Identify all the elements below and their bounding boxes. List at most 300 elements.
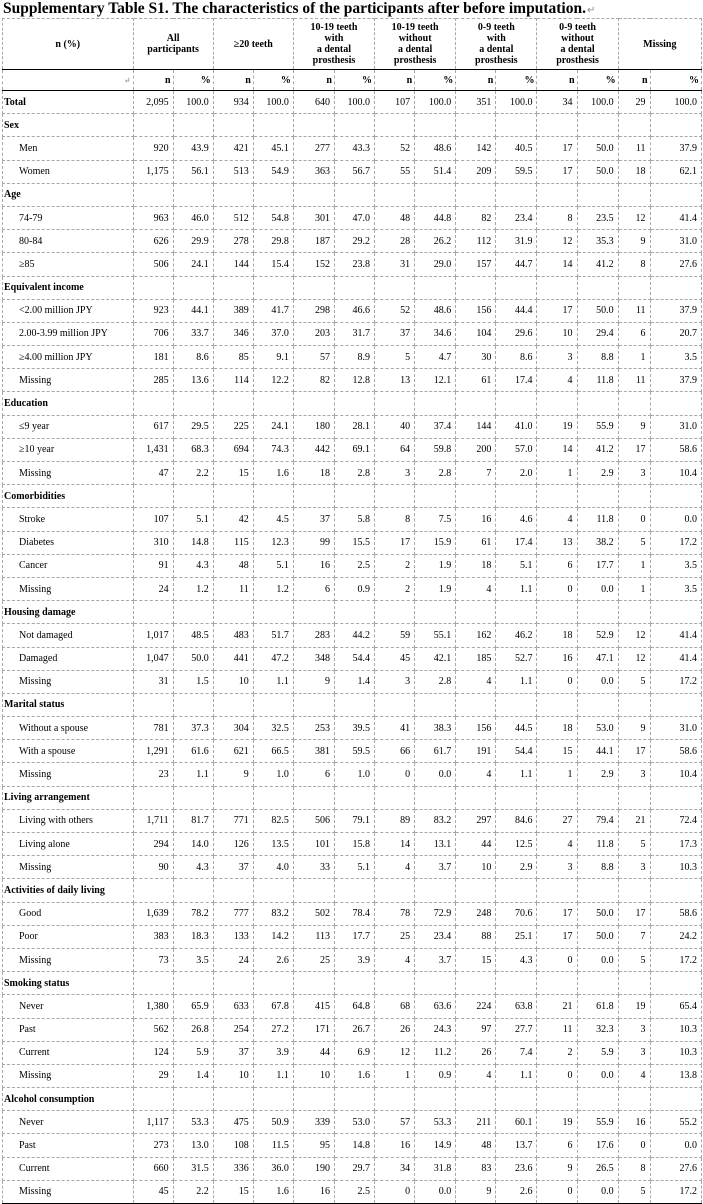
cell-n: 23 xyxy=(133,763,173,786)
cell-n: 16 xyxy=(537,647,577,670)
cell-percent: 28.1 xyxy=(334,415,374,438)
table-row xyxy=(3,230,702,253)
cell-n: 633 xyxy=(213,995,253,1018)
row-label: ≥10 year xyxy=(3,438,134,461)
cell-n: 16 xyxy=(456,508,496,531)
row-label: Housing damage xyxy=(3,601,134,624)
cell-n: 25 xyxy=(375,925,415,948)
cell-percent xyxy=(577,693,618,716)
cell-n: 389 xyxy=(213,299,253,322)
cell-n: 12 xyxy=(618,647,650,670)
cell-percent: 41.2 xyxy=(577,253,618,276)
category-row xyxy=(3,786,702,809)
cell-percent: 100.0 xyxy=(577,91,618,114)
cell-n: 224 xyxy=(456,995,496,1018)
cell-n xyxy=(293,879,334,902)
cell-percent: 47.1 xyxy=(577,647,618,670)
cell-percent: 44.8 xyxy=(415,206,456,229)
cell-percent xyxy=(334,879,374,902)
cell-n xyxy=(293,276,334,299)
cell-percent: 31.0 xyxy=(650,415,702,438)
cell-percent: 38.3 xyxy=(415,717,456,740)
cell-n: 5 xyxy=(618,948,650,971)
cell-n: 142 xyxy=(456,137,496,160)
cell-n: 61 xyxy=(456,369,496,392)
cell-n: 28 xyxy=(375,230,415,253)
cell-n xyxy=(213,114,253,137)
table-row xyxy=(3,531,702,554)
row-label: Past xyxy=(3,1134,134,1157)
table-row xyxy=(3,856,702,879)
table-row xyxy=(3,299,702,322)
row-label: Not damaged xyxy=(3,624,134,647)
row-label: Missing xyxy=(3,1064,134,1087)
cell-percent: 48.6 xyxy=(415,137,456,160)
cell-percent xyxy=(415,879,456,902)
cell-n xyxy=(213,786,253,809)
cell-percent: 13.7 xyxy=(496,1134,537,1157)
cell-percent: 100.0 xyxy=(173,91,213,114)
cell-percent: 82.5 xyxy=(253,809,293,832)
cell-n: 18 xyxy=(293,462,334,485)
header-percent: % xyxy=(415,70,456,91)
cell-n: 1,431 xyxy=(133,438,173,461)
cell-percent: 23.6 xyxy=(496,1157,537,1180)
cell-n: 0 xyxy=(375,1180,415,1203)
cell-percent: 29.7 xyxy=(334,1157,374,1180)
cell-percent: 68.3 xyxy=(173,438,213,461)
row-label: Current xyxy=(3,1041,134,1064)
cell-percent: 84.6 xyxy=(496,809,537,832)
header-group-4: 0-9 teeth with a dental prosthesis xyxy=(456,19,537,70)
table-row xyxy=(3,577,702,600)
cell-percent: 56.1 xyxy=(173,160,213,183)
cell-n xyxy=(293,1088,334,1111)
cell-percent: 59.5 xyxy=(496,160,537,183)
cell-percent: 53.3 xyxy=(173,1111,213,1134)
cell-percent: 52.9 xyxy=(577,624,618,647)
row-label: Damaged xyxy=(3,647,134,670)
cell-n: 8 xyxy=(375,508,415,531)
cell-percent: 10.3 xyxy=(650,1018,702,1041)
table-row xyxy=(3,1180,702,1203)
cell-n xyxy=(375,1088,415,1111)
cell-percent xyxy=(650,693,702,716)
cell-percent: 10.4 xyxy=(650,763,702,786)
cell-n: 16 xyxy=(618,1111,650,1134)
cell-n xyxy=(456,392,496,415)
cell-n: 47 xyxy=(133,462,173,485)
cell-n xyxy=(293,392,334,415)
cell-percent xyxy=(577,972,618,995)
cell-n: 13 xyxy=(375,369,415,392)
cell-percent xyxy=(650,392,702,415)
cell-n: 15 xyxy=(213,462,253,485)
cell-percent: 3.7 xyxy=(415,948,456,971)
row-label: Missing xyxy=(3,856,134,879)
cell-n: 1,117 xyxy=(133,1111,173,1134)
cell-percent: 47.2 xyxy=(253,647,293,670)
cell-n: 15 xyxy=(537,740,577,763)
cell-percent: 41.4 xyxy=(650,624,702,647)
cell-percent: 14.2 xyxy=(253,925,293,948)
cell-percent: 23.8 xyxy=(334,253,374,276)
cell-n xyxy=(537,276,577,299)
category-row xyxy=(3,114,702,137)
cell-percent: 53.0 xyxy=(577,717,618,740)
cell-n: 34 xyxy=(537,91,577,114)
cell-n xyxy=(456,879,496,902)
cell-n: 90 xyxy=(133,856,173,879)
cell-n: 7 xyxy=(618,925,650,948)
cell-percent: 24.3 xyxy=(415,1018,456,1041)
cell-percent: 58.6 xyxy=(650,902,702,925)
cell-n xyxy=(537,1088,577,1111)
cell-percent: 2.9 xyxy=(577,462,618,485)
cell-n: 254 xyxy=(213,1018,253,1041)
cell-percent xyxy=(577,879,618,902)
cell-percent xyxy=(650,114,702,137)
cell-n: 73 xyxy=(133,948,173,971)
cell-n: 9 xyxy=(618,230,650,253)
cell-n: 21 xyxy=(537,995,577,1018)
cell-percent: 54.4 xyxy=(496,740,537,763)
cell-n: 4 xyxy=(456,577,496,600)
cell-percent xyxy=(334,392,374,415)
cell-n xyxy=(293,114,334,137)
cell-n: 15 xyxy=(213,1180,253,1203)
cell-n: 133 xyxy=(213,925,253,948)
table-row xyxy=(3,740,702,763)
cell-n: 95 xyxy=(293,1134,334,1157)
header-n: n xyxy=(133,70,173,91)
cell-percent xyxy=(577,114,618,137)
cell-n: 57 xyxy=(293,346,334,369)
cell-n: 4 xyxy=(537,508,577,531)
cell-percent: 3.5 xyxy=(650,554,702,577)
cell-percent xyxy=(334,693,374,716)
cell-percent: 1.6 xyxy=(253,462,293,485)
cell-percent xyxy=(253,183,293,206)
cell-percent: 10.3 xyxy=(650,856,702,879)
row-label: Men xyxy=(3,137,134,160)
cell-percent xyxy=(173,601,213,624)
cell-n: 3 xyxy=(618,856,650,879)
cell-percent: 23.4 xyxy=(415,925,456,948)
cell-percent: 31.7 xyxy=(334,322,374,345)
table-row xyxy=(3,833,702,856)
cell-percent: 17.2 xyxy=(650,531,702,554)
cell-n xyxy=(618,114,650,137)
cell-n: 310 xyxy=(133,531,173,554)
table-row xyxy=(3,1111,702,1134)
row-label: Past xyxy=(3,1018,134,1041)
cell-percent: 17.7 xyxy=(334,925,374,948)
cell-n: 1 xyxy=(537,763,577,786)
cell-percent: 26.8 xyxy=(173,1018,213,1041)
cell-n xyxy=(213,183,253,206)
cell-percent: 61.8 xyxy=(577,995,618,1018)
cell-percent: 44.5 xyxy=(496,717,537,740)
cell-percent xyxy=(173,392,213,415)
cell-n: 1,047 xyxy=(133,647,173,670)
cell-n: 12 xyxy=(537,230,577,253)
header-n: n xyxy=(213,70,253,91)
cell-n xyxy=(456,786,496,809)
cell-percent: 29.5 xyxy=(173,415,213,438)
cell-n: 225 xyxy=(213,415,253,438)
cell-n xyxy=(375,879,415,902)
cell-percent: 0.9 xyxy=(334,577,374,600)
cell-n: 4 xyxy=(618,1064,650,1087)
cell-n: 621 xyxy=(213,740,253,763)
cell-n xyxy=(537,693,577,716)
cell-percent: 54.9 xyxy=(253,160,293,183)
cell-n: 37 xyxy=(293,508,334,531)
cell-n xyxy=(618,183,650,206)
cell-n: 6 xyxy=(537,554,577,577)
cell-n xyxy=(375,786,415,809)
cell-n: 1,639 xyxy=(133,902,173,925)
cell-n: 626 xyxy=(133,230,173,253)
cell-percent: 1.2 xyxy=(173,577,213,600)
cell-percent: 48.6 xyxy=(415,299,456,322)
header-group-6: Missing xyxy=(618,19,701,70)
header-percent: % xyxy=(496,70,537,91)
cell-percent: 51.4 xyxy=(415,160,456,183)
cell-n: 34 xyxy=(375,1157,415,1180)
cell-percent: 1.1 xyxy=(496,763,537,786)
cell-percent xyxy=(577,1088,618,1111)
cell-n: 185 xyxy=(456,647,496,670)
cell-n xyxy=(456,1088,496,1111)
cell-percent: 5.1 xyxy=(253,554,293,577)
cell-n: 273 xyxy=(133,1134,173,1157)
cell-percent: 63.8 xyxy=(496,995,537,1018)
cell-n: 9 xyxy=(456,1180,496,1203)
row-label: ≥4.00 million JPY xyxy=(3,346,134,369)
cell-n xyxy=(618,485,650,508)
cell-n: 694 xyxy=(213,438,253,461)
cell-percent xyxy=(496,485,537,508)
cell-n: 52 xyxy=(375,299,415,322)
cell-n: 771 xyxy=(213,809,253,832)
cell-n: 3 xyxy=(375,670,415,693)
cell-n: 706 xyxy=(133,322,173,345)
cell-percent: 17.3 xyxy=(650,833,702,856)
cell-n xyxy=(375,392,415,415)
cell-percent xyxy=(577,276,618,299)
table-row xyxy=(3,137,702,160)
cell-percent: 24.2 xyxy=(650,925,702,948)
cell-n: 11 xyxy=(213,577,253,600)
cell-n: 10 xyxy=(537,322,577,345)
cell-n: 156 xyxy=(456,717,496,740)
row-label: Total xyxy=(3,91,134,114)
cell-percent: 17.7 xyxy=(577,554,618,577)
row-label: 74-79 xyxy=(3,206,134,229)
cell-n: 9 xyxy=(618,717,650,740)
cell-percent xyxy=(496,601,537,624)
cell-percent xyxy=(496,276,537,299)
cell-n: 3 xyxy=(537,346,577,369)
cell-n: 200 xyxy=(456,438,496,461)
cell-n xyxy=(213,1088,253,1111)
cell-percent: 1.6 xyxy=(334,1064,374,1087)
table-title-text: Supplementary Table S1. The characteristics of the participants after before imputation. xyxy=(3,0,586,17)
cell-percent xyxy=(334,183,374,206)
row-label: <2.00 million JPY xyxy=(3,299,134,322)
cell-percent: 1.2 xyxy=(253,577,293,600)
cell-percent: 54.4 xyxy=(334,647,374,670)
cell-percent xyxy=(496,693,537,716)
cell-n: 16 xyxy=(293,1180,334,1203)
cell-n xyxy=(293,693,334,716)
paragraph-mark: ↵ xyxy=(586,5,596,16)
cell-n xyxy=(133,693,173,716)
cell-n: 421 xyxy=(213,137,253,160)
cell-percent: 7.5 xyxy=(415,508,456,531)
cell-percent: 11.8 xyxy=(577,833,618,856)
cell-percent xyxy=(650,485,702,508)
cell-percent: 10.3 xyxy=(650,1041,702,1064)
cell-percent xyxy=(577,601,618,624)
cell-percent: 1.4 xyxy=(334,670,374,693)
row-label: Missing xyxy=(3,462,134,485)
cell-percent: 5.8 xyxy=(334,508,374,531)
cell-percent xyxy=(415,276,456,299)
table-row xyxy=(3,369,702,392)
header-n-percent: n (%) xyxy=(3,19,134,70)
cell-n: 1 xyxy=(618,554,650,577)
cell-percent xyxy=(173,183,213,206)
cell-percent xyxy=(650,1088,702,1111)
cell-percent xyxy=(173,879,213,902)
cell-percent: 2.2 xyxy=(173,1180,213,1203)
cell-percent: 11.8 xyxy=(577,508,618,531)
row-label: Never xyxy=(3,995,134,1018)
cell-n: 107 xyxy=(375,91,415,114)
cell-n: 18 xyxy=(618,160,650,183)
cell-percent: 0.0 xyxy=(415,1180,456,1203)
cell-percent: 27.7 xyxy=(496,1018,537,1041)
cell-n: 0 xyxy=(537,670,577,693)
cell-n: 29 xyxy=(618,91,650,114)
cell-percent xyxy=(650,601,702,624)
cell-n: 10 xyxy=(293,1064,334,1087)
cell-percent: 2.6 xyxy=(496,1180,537,1203)
cell-percent xyxy=(650,879,702,902)
cell-n: 640 xyxy=(293,91,334,114)
table-row xyxy=(3,1041,702,1064)
cell-percent: 12.8 xyxy=(334,369,374,392)
cell-percent: 14.9 xyxy=(415,1134,456,1157)
cell-percent: 29.2 xyxy=(334,230,374,253)
cell-n: 3 xyxy=(618,1018,650,1041)
cell-n: 17 xyxy=(537,925,577,948)
cell-n xyxy=(537,879,577,902)
cell-n: 3 xyxy=(618,462,650,485)
cell-percent: 37.3 xyxy=(173,717,213,740)
cell-n: 7 xyxy=(456,462,496,485)
cell-n: 17 xyxy=(537,902,577,925)
table-row xyxy=(3,763,702,786)
cell-n: 483 xyxy=(213,624,253,647)
cell-percent: 7.4 xyxy=(496,1041,537,1064)
cell-n: 12 xyxy=(375,1041,415,1064)
cell-percent xyxy=(334,485,374,508)
cell-percent: 15.8 xyxy=(334,833,374,856)
cell-n: 18 xyxy=(537,624,577,647)
cell-n: 18 xyxy=(456,554,496,577)
cell-percent: 25.1 xyxy=(496,925,537,948)
cell-percent: 38.2 xyxy=(577,531,618,554)
header-n: n xyxy=(456,70,496,91)
cell-percent: 17.2 xyxy=(650,1180,702,1203)
cell-percent xyxy=(334,1088,374,1111)
cell-percent: 79.1 xyxy=(334,809,374,832)
cell-n: 89 xyxy=(375,809,415,832)
cell-percent: 50.0 xyxy=(577,160,618,183)
row-label: Missing xyxy=(3,948,134,971)
cell-n: 294 xyxy=(133,833,173,856)
cell-percent: 43.9 xyxy=(173,137,213,160)
cell-n: 1,711 xyxy=(133,809,173,832)
cell-n: 144 xyxy=(456,415,496,438)
cell-percent xyxy=(496,972,537,995)
cell-percent: 13.6 xyxy=(173,369,213,392)
cell-n: 963 xyxy=(133,206,173,229)
cell-percent: 29.9 xyxy=(173,230,213,253)
cell-n: 209 xyxy=(456,160,496,183)
cell-n: 3 xyxy=(618,1041,650,1064)
cell-percent: 12.2 xyxy=(253,369,293,392)
cell-n xyxy=(618,601,650,624)
cell-percent: 55.9 xyxy=(577,415,618,438)
cell-percent xyxy=(496,879,537,902)
cell-percent: 11.2 xyxy=(415,1041,456,1064)
header-group-1: ≥20 teeth xyxy=(213,19,293,70)
cell-percent: 11.5 xyxy=(253,1134,293,1157)
cell-percent: 2.8 xyxy=(334,462,374,485)
cell-percent xyxy=(415,972,456,995)
cell-percent xyxy=(496,1088,537,1111)
cell-n: 45 xyxy=(375,647,415,670)
row-label: Living alone xyxy=(3,833,134,856)
cell-n: 6 xyxy=(618,322,650,345)
header-group-0: All participants xyxy=(133,19,213,70)
cell-n: 66 xyxy=(375,740,415,763)
cell-percent: 17.2 xyxy=(650,948,702,971)
cell-n: 29 xyxy=(133,1064,173,1087)
table-row xyxy=(3,160,702,183)
cell-n: 5 xyxy=(618,670,650,693)
cell-n xyxy=(133,276,173,299)
cell-percent: 2.9 xyxy=(577,763,618,786)
cell-percent: 41.7 xyxy=(253,299,293,322)
cell-n: 37 xyxy=(213,1041,253,1064)
cell-n: 19 xyxy=(537,1111,577,1134)
cell-percent: 83.2 xyxy=(415,809,456,832)
cell-n: 0 xyxy=(618,508,650,531)
cell-n: 190 xyxy=(293,1157,334,1180)
cell-percent: 83.2 xyxy=(253,902,293,925)
cell-n: 2,095 xyxy=(133,91,173,114)
cell-percent: 52.7 xyxy=(496,647,537,670)
cell-percent xyxy=(253,879,293,902)
cell-percent xyxy=(650,276,702,299)
cell-percent: 1.1 xyxy=(253,670,293,693)
